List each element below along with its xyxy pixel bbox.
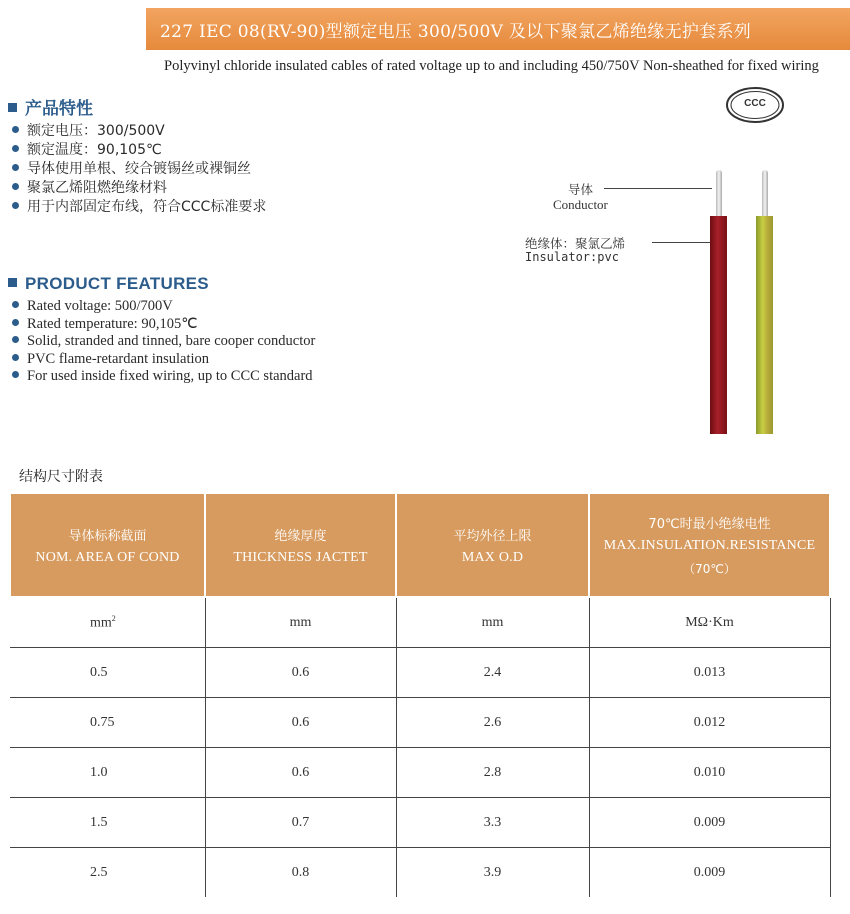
list-item: [12, 179, 266, 198]
red-wire-insulation: [710, 216, 727, 434]
table-cell: 3.9: [396, 848, 589, 898]
bullet-icon: [12, 164, 19, 171]
table-cell: 0.010: [589, 748, 830, 798]
table-cell: 0.5: [10, 648, 205, 698]
list-item: [12, 368, 315, 386]
table-cell: 0.013: [589, 648, 830, 698]
table-row: [10, 648, 830, 698]
list-item: [12, 351, 315, 369]
table-header-row: [10, 493, 830, 597]
list-item: [12, 298, 315, 316]
features-en-heading-text: PRODUCT FEATURES: [25, 274, 209, 293]
header-en-sub: （70℃）: [683, 562, 736, 576]
red-wire-conductor: [716, 170, 722, 220]
bullet-icon: [12, 371, 19, 378]
table-cell: 1.5: [10, 798, 205, 848]
header-en: MAX O.D: [461, 549, 524, 565]
table-cell: 2.5: [10, 848, 205, 898]
list-item: [12, 198, 266, 217]
table-cell: 0.009: [589, 798, 830, 848]
header-en: THICKNESS JACTET: [233, 549, 368, 565]
specification-table: [9, 492, 831, 897]
header-nom-area: [10, 493, 205, 597]
header-cn: 导体标称截面: [68, 528, 147, 544]
features-cn-list: [12, 122, 266, 217]
table-row: [10, 798, 830, 848]
table-row: [10, 848, 830, 898]
header-thickness: [205, 493, 396, 597]
table-cell: 0.6: [205, 698, 396, 748]
insulator-leader-line: [652, 242, 714, 243]
unit-superscript: 2: [111, 613, 116, 623]
table-row: [10, 698, 830, 748]
table-cell: 2.6: [396, 698, 589, 748]
list-item-text: 聚氯乙烯阻燃绝缘材料: [27, 180, 167, 196]
table-cell: 0.8: [205, 848, 396, 898]
header-cn: 绝缘厚度: [274, 528, 327, 544]
yellow-green-wire-insulation: [756, 216, 773, 434]
features-cn-heading: [8, 94, 93, 119]
bullet-icon: [12, 301, 19, 308]
table-cell: 0.009: [589, 848, 830, 898]
header-max-od: [396, 493, 589, 597]
title-bar: [146, 8, 850, 50]
table-cell: 0.6: [205, 648, 396, 698]
list-item-text: 额定电压：300/500V: [27, 123, 165, 139]
header-en: NOM. AREA OF COND: [35, 549, 180, 565]
insulator-label-en: Insulator:pvc: [525, 250, 619, 264]
header-insulation-resistance: [589, 493, 830, 597]
list-item: [12, 160, 266, 179]
table-cell: 0.75: [10, 698, 205, 748]
table-cell: 1.0: [10, 748, 205, 798]
table-cell: 0.6: [205, 748, 396, 798]
yellow-green-wire-conductor: [762, 170, 768, 220]
features-cn-heading-text: 产品特性: [25, 99, 93, 119]
page-title: 227 IEC 08(RV-90)型额定电压 300/500V 及以下聚氯乙烯绝缘无护套系列: [160, 22, 752, 42]
list-item: [12, 316, 315, 334]
features-en-heading: [8, 274, 209, 294]
table-caption: 结构尺寸附表: [19, 469, 103, 485]
list-item-text: Rated voltage: 500/700V: [27, 298, 173, 314]
table-units-row: [10, 597, 830, 648]
unit-cell: mm: [205, 597, 396, 648]
bullet-icon: [12, 202, 19, 209]
unit-cell: mm: [396, 597, 589, 648]
page-subtitle: Polyvinyl chloride insulated cables of rated voltage up to and including 450/750V Non-sheathed for fixed wiring: [164, 58, 819, 74]
bullet-icon: [12, 354, 19, 361]
ccc-certification-logo: [725, 86, 785, 124]
unit-cell: [10, 597, 205, 648]
square-bullet-icon: [8, 103, 17, 112]
table-cell: 3.3: [396, 798, 589, 848]
bullet-icon: [12, 145, 19, 152]
list-item: [12, 122, 266, 141]
square-bullet-icon: [8, 278, 17, 287]
features-en-list: [12, 298, 315, 386]
list-item-text: 导体使用单根、绞合镀锡丝或裸铜丝: [27, 161, 251, 177]
list-item-text: Solid, stranded and tinned, bare cooper conductor: [27, 333, 316, 349]
bullet-icon: [12, 183, 19, 190]
table-cell: 0.012: [589, 698, 830, 748]
insulator-label-cn: 绝缘体：聚氯乙烯: [525, 236, 626, 251]
table-row: [10, 748, 830, 798]
unit-text: mm: [90, 615, 112, 631]
bullet-icon: [12, 126, 19, 133]
list-item-text: Rated temperature: 90,105℃: [27, 315, 198, 332]
table-cell: 2.8: [396, 748, 589, 798]
bullet-icon: [12, 336, 19, 343]
header-cn: 70℃时最小绝缘电性: [648, 517, 771, 532]
table-cell: 2.4: [396, 648, 589, 698]
ccc-label: CCC: [744, 98, 766, 109]
list-item: [12, 141, 266, 160]
header-cn: 平均外径上限: [453, 528, 532, 544]
list-item-text: PVC flame-retardant insulation: [27, 350, 210, 367]
conductor-label-cn: 导体: [568, 182, 594, 197]
conductor-label-en: Conductor: [553, 197, 608, 212]
list-item-text: 额定温度：90,105℃: [27, 142, 162, 158]
header-en: MAX.INSULATION.RESISTANCE: [603, 538, 816, 553]
table-cell: 0.7: [205, 798, 396, 848]
conductor-leader-line: [604, 188, 712, 189]
list-item-text: 用于内部固定布线，符合CCC标准要求: [27, 199, 267, 215]
bullet-icon: [12, 319, 19, 326]
list-item: [12, 333, 315, 351]
list-item-text: For used inside fixed wiring, up to CCC standard: [27, 368, 313, 384]
unit-cell: MΩ·Km: [589, 597, 830, 648]
